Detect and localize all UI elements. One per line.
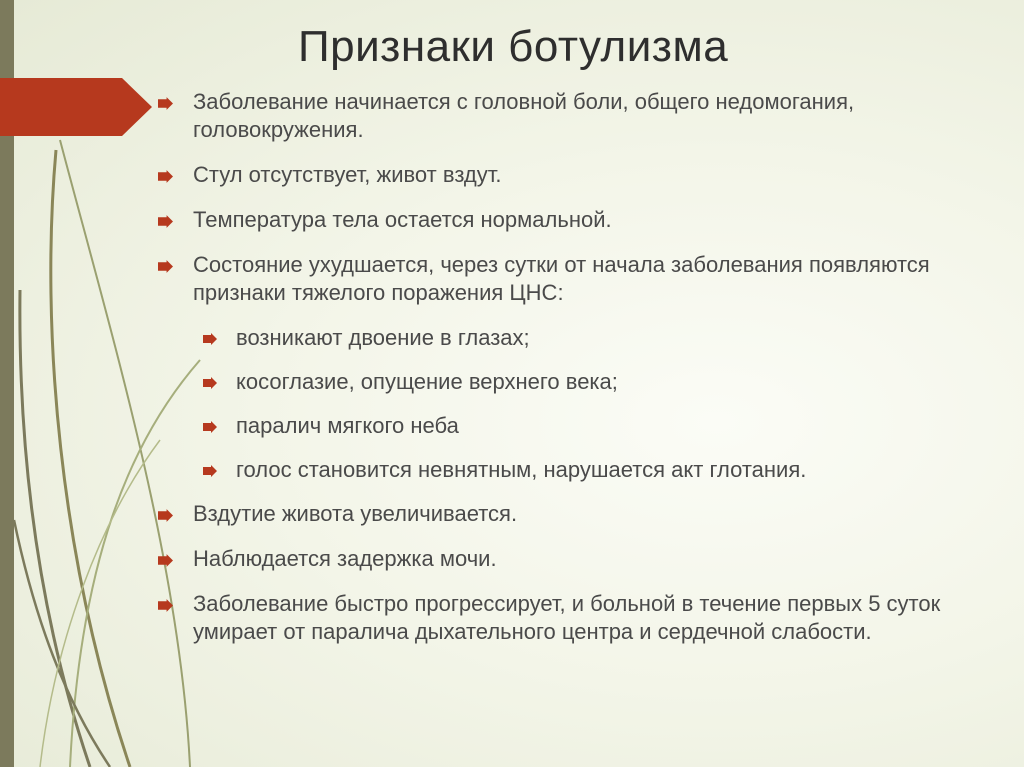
sub-list-item [150, 456, 1000, 484]
list-item-text: Состояние ухудшается, через сутки от начала заболевания появляются признаки тяжелого поражения ЦНС: [193, 252, 930, 305]
list-item [150, 500, 1000, 528]
list-item-text: косоглазие, опущение верхнего века; [236, 369, 618, 394]
list-item [150, 251, 1000, 307]
sub-list-item [150, 368, 1000, 396]
list-item [150, 161, 1000, 189]
list-item-text: паралич мягкого неба [236, 413, 459, 438]
sub-list-item [150, 324, 1000, 352]
list-item-text: Наблюдается задержка мочи. [193, 546, 497, 571]
bullet-list [150, 88, 1000, 663]
list-item [150, 88, 1000, 144]
list-item-text: Температура тела остается нормальной. [193, 207, 612, 232]
list-item-text: Стул отсутствует, живот вздут. [193, 162, 502, 187]
list-item [150, 206, 1000, 234]
list-item-text: голос становится невнятным, нарушается акт глотания. [236, 457, 807, 482]
list-item-text: Вздутие живота увеличивается. [193, 501, 518, 526]
list-item-text: возникают двоение в глазах; [236, 325, 530, 350]
slide-title: Признаки ботулизма [298, 22, 729, 71]
list-item-text: Заболевание быстро прогрессирует, и больной в течение первых 5 суток умирает от паралича дыхательного центра и сердечной слабости. [193, 591, 941, 644]
sub-list-item [150, 412, 1000, 440]
list-item-text: Заболевание начинается с головной боли, общего недомогания, головокружения. [193, 89, 855, 142]
list-item [150, 545, 1000, 573]
list-item [150, 590, 1000, 646]
